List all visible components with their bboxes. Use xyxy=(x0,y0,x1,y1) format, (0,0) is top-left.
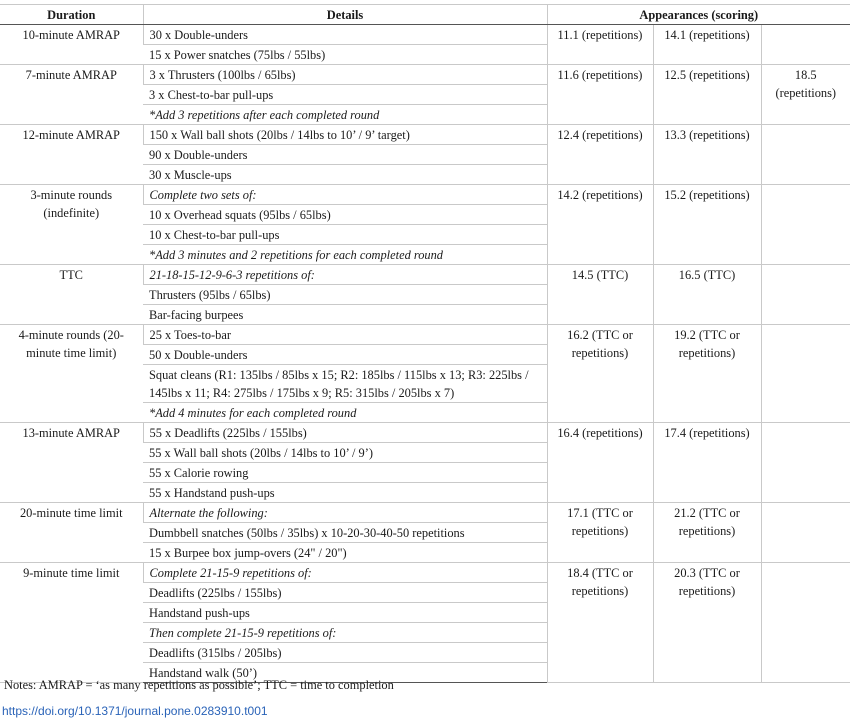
appearance-cell: 11.1 (repetitions) xyxy=(547,25,653,65)
appearance-cell: 16.5 (TTC) xyxy=(653,265,761,325)
workout-table xyxy=(0,4,850,683)
appearance-cell xyxy=(761,325,850,423)
appearance-cell: 13.3 (repetitions) xyxy=(653,125,761,185)
details-cell: Bar-facing burpees xyxy=(143,305,547,325)
appearance-cell: 20.3 (TTC or repetitions) xyxy=(653,563,761,683)
details-cell: 10 x Overhead squats (95lbs / 65lbs) xyxy=(143,205,547,225)
details-cell: Deadlifts (225lbs / 155lbs) xyxy=(143,583,547,603)
details-cell: 30 x Muscle-ups xyxy=(143,165,547,185)
appearance-cell xyxy=(761,563,850,683)
appearance-cell: 18.4 (TTC or repetitions) xyxy=(547,563,653,683)
duration-cell: 3-minute rounds (indefinite) xyxy=(0,185,143,265)
details-cell: 30 x Double-unders xyxy=(143,25,547,45)
details-cell: 55 x Deadlifts (225lbs / 155lbs) xyxy=(143,423,547,443)
details-cell: 15 x Burpee box jump-overs (24" / 20") xyxy=(143,543,547,563)
details-cell: Complete two sets of: xyxy=(143,185,547,205)
header-row xyxy=(0,5,850,25)
table-row xyxy=(0,25,850,45)
appearance-cell xyxy=(761,503,850,563)
appearance-cell: 19.2 (TTC or repetitions) xyxy=(653,325,761,423)
table-row xyxy=(0,563,850,583)
header-details: Details xyxy=(143,5,547,25)
details-cell: Handstand push-ups xyxy=(143,603,547,623)
appearance-cell xyxy=(761,423,850,503)
table-row xyxy=(0,185,850,205)
appearance-cell xyxy=(761,125,850,185)
details-cell: Then complete 21-15-9 repetitions of: xyxy=(143,623,547,643)
details-cell: Deadlifts (315lbs / 205lbs) xyxy=(143,643,547,663)
details-cell: Alternate the following: xyxy=(143,503,547,523)
details-cell: *Add 4 minutes for each completed round xyxy=(143,403,547,423)
details-cell: 3 x Thrusters (100lbs / 65lbs) xyxy=(143,65,547,85)
doi-link[interactable]: https://doi.org/10.1371/journal.pone.0283910.t001 xyxy=(2,704,268,718)
details-cell: 15 x Power snatches (75lbs / 55lbs) xyxy=(143,45,547,65)
duration-cell: 10-minute AMRAP xyxy=(0,25,143,65)
details-cell: 55 x Handstand push-ups xyxy=(143,483,547,503)
appearance-cell: 12.4 (repetitions) xyxy=(547,125,653,185)
table-row xyxy=(0,423,850,443)
details-cell: Handstand walk (50’) xyxy=(143,663,547,683)
details-cell: 10 x Chest-to-bar pull-ups xyxy=(143,225,547,245)
appearance-cell: 21.2 (TTC or repetitions) xyxy=(653,503,761,563)
details-cell: Complete 21-15-9 repetitions of: xyxy=(143,563,547,583)
duration-cell: 4-minute rounds (20-minute time limit) xyxy=(0,325,143,423)
duration-cell: 13-minute AMRAP xyxy=(0,423,143,503)
details-cell: *Add 3 minutes and 2 repetitions for each completed round xyxy=(143,245,547,265)
table-row xyxy=(0,125,850,145)
details-cell: 25 x Toes-to-bar xyxy=(143,325,547,345)
appearance-cell: 11.6 (repetitions) xyxy=(547,65,653,125)
appearance-cell xyxy=(761,265,850,325)
table-row xyxy=(0,65,850,85)
appearance-cell xyxy=(761,25,850,65)
duration-cell: 7-minute AMRAP xyxy=(0,65,143,125)
appearance-cell: 16.2 (TTC or repetitions) xyxy=(547,325,653,423)
duration-cell: 9-minute time limit xyxy=(0,563,143,683)
details-cell: Thrusters (95lbs / 65lbs) xyxy=(143,285,547,305)
appearance-cell: 14.5 (TTC) xyxy=(547,265,653,325)
details-cell: *Add 3 repetitions after each completed round xyxy=(143,105,547,125)
table-notes: Notes: AMRAP = ‘as many repetitions as possible’; TTC = time to completion xyxy=(4,678,394,692)
details-cell: 55 x Calorie rowing xyxy=(143,463,547,483)
appearance-cell: 17.1 (TTC or repetitions) xyxy=(547,503,653,563)
details-cell: 55 x Wall ball shots (20lbs / 14lbs to 10’ / 9’) xyxy=(143,443,547,463)
details-cell: 150 x Wall ball shots (20lbs / 14lbs to 10’ / 9’ target) xyxy=(143,125,547,145)
header-duration: Duration xyxy=(0,5,143,25)
appearance-cell: 12.5 (repetitions) xyxy=(653,65,761,125)
appearance-cell: 18.5 (repetitions) xyxy=(761,65,850,125)
details-cell: 50 x Double-unders xyxy=(143,345,547,365)
table-row xyxy=(0,503,850,523)
table-row xyxy=(0,325,850,345)
details-cell: 21-18-15-12-9-6-3 repetitions of: xyxy=(143,265,547,285)
appearance-cell: 16.4 (repetitions) xyxy=(547,423,653,503)
details-cell: Dumbbell snatches (50lbs / 35lbs) x 10-20-30-40-50 repetitions xyxy=(143,523,547,543)
table-row xyxy=(0,265,850,285)
details-cell: 90 x Double-unders xyxy=(143,145,547,165)
details-cell: Squat cleans (R1: 135lbs / 85lbs x 15; R2: 185lbs / 115lbs x 13; R3: 225lbs / 145lbs x 11; R4: 275lbs / 175lbs x 9; R5: 315lbs / 205lbs x 7) xyxy=(143,365,547,403)
appearance-cell: 17.4 (repetitions) xyxy=(653,423,761,503)
details-cell: 3 x Chest-to-bar pull-ups xyxy=(143,85,547,105)
table-body xyxy=(0,25,850,683)
appearance-cell: 14.2 (repetitions) xyxy=(547,185,653,265)
duration-cell: 20-minute time limit xyxy=(0,503,143,563)
appearance-cell: 15.2 (repetitions) xyxy=(653,185,761,265)
appearance-cell: 14.1 (repetitions) xyxy=(653,25,761,65)
duration-cell: 12-minute AMRAP xyxy=(0,125,143,185)
appearance-cell xyxy=(761,185,850,265)
duration-cell: TTC xyxy=(0,265,143,325)
header-appearances: Appearances (scoring) xyxy=(547,5,850,25)
